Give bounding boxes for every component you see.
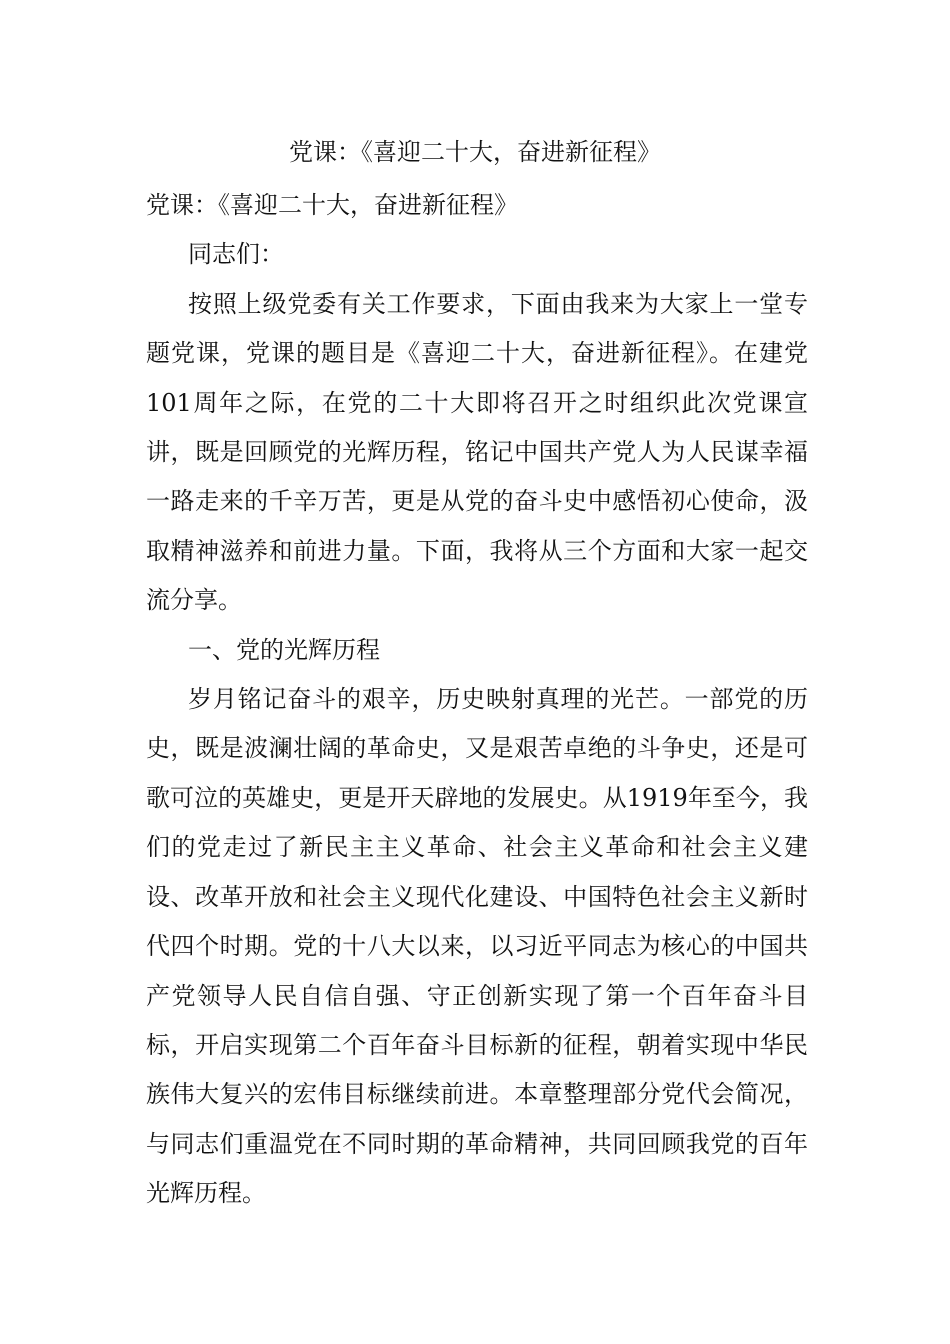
- document-body: [146, 181, 808, 1219]
- intro-paragraph: 按照上级党委有关工作要求，下面由我来为大家上一堂专题党课，党课的题目是《喜迎二十大，奋进新征程》。在建党101周年之际，在党的二十大即将召开之时组织此次党课宣讲，既是回顾党的光辉历程，铭记中国共产党人为人民谋幸福一路走来的千辛万苦，更是从党的奋斗史中感悟初心使命，汲取精神滋养和前进力量。下面，我将从三个方面和大家一起交流分享。: [146, 289, 808, 615]
- body-paragraph: 岁月铭记奋斗的艰辛，历史映射真理的光芒。一部党的历史，既是波澜壮阔的革命史，又是艰苦卓绝的斗争史，还是可歌可泣的英雄史，更是开天辟地的发展史。从1919年至今，我们的党走过了新民主主义革命、社会主义革命和社会主义建设、改革开放和社会主义现代化建设、中国特色社会主义新时代四个时期。党的十八大以来，以习近平同志为核心的中国共产党领导人民自信自强、守正创新实现了第一个百年奋斗目标，开启实现第二个百年奋斗目标新的征程，朝着实现中华民族伟大复兴的宏伟目标继续前进。本章整理部分党代会简况，与同志们重温党在不同时期的革命精神，共同回顾我党的百年光辉历程。: [146, 685, 808, 1208]
- section-heading: 一、党的光辉历程: [188, 635, 380, 664]
- salutation-paragraph: 同志们：: [188, 240, 284, 269]
- repeated-title-paragraph: 党课：《喜迎二十大，奋进新征程》: [146, 191, 518, 219]
- document-title: 党课：《喜迎二十大，奋进新征程》: [289, 138, 661, 166]
